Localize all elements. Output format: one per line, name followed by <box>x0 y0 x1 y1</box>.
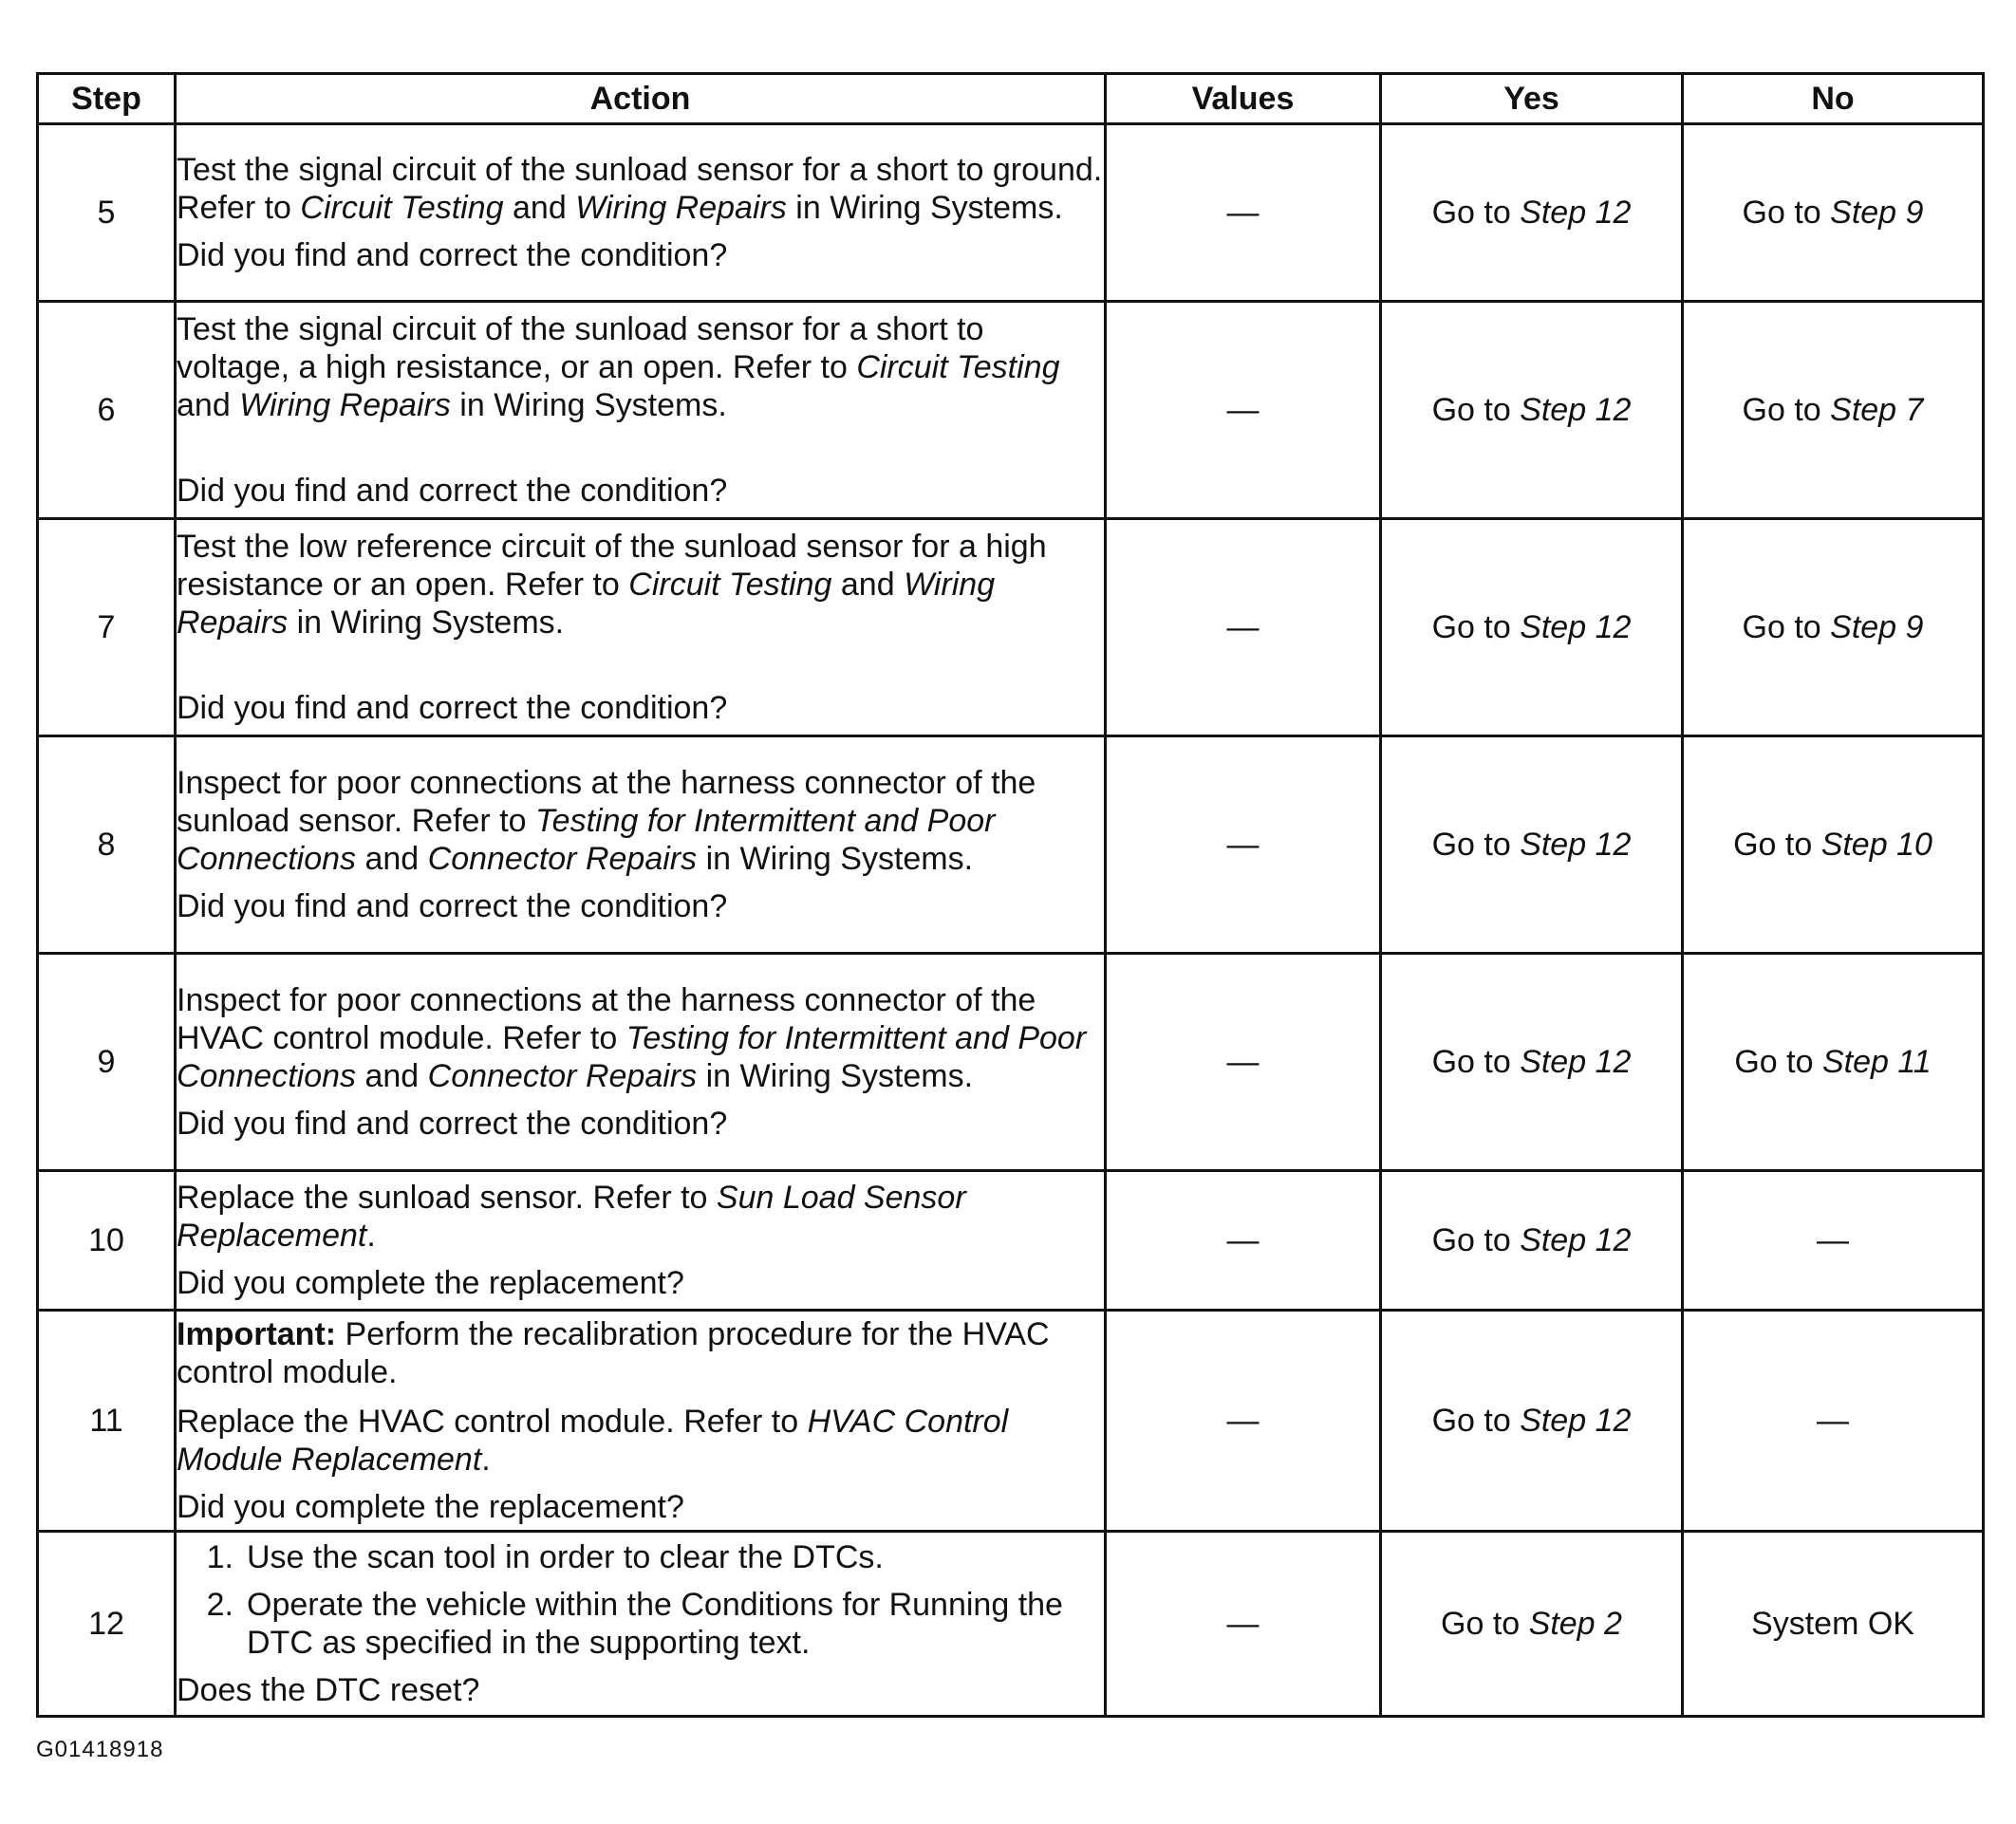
list-item-text: Use the scan tool in order to clear the DTCs. <box>247 1539 884 1575</box>
goto-label: Go to <box>1431 1403 1521 1439</box>
action-cell <box>176 1532 1106 1717</box>
yes-step-link[interactable]: Step 12 <box>1520 392 1632 428</box>
goto-label: Go to <box>1431 392 1521 428</box>
yes-step-link[interactable]: Step 12 <box>1520 1403 1632 1439</box>
goto-label: Go to <box>1733 827 1821 863</box>
no-cell <box>1683 124 1984 302</box>
yes-step-link[interactable]: Step 12 <box>1520 1222 1632 1258</box>
values-cell: — <box>1106 1311 1381 1532</box>
action-text <box>177 1179 1104 1255</box>
action-text-part: . <box>481 1442 491 1478</box>
yes-cell <box>1381 302 1683 519</box>
action-text-part: in Wiring Systems. <box>697 1058 974 1094</box>
action-text <box>177 310 1104 424</box>
reference-link[interactable]: Connector Repairs <box>427 1058 698 1094</box>
action-text-part: and <box>831 567 905 603</box>
diagnostic-table <box>36 72 1985 1718</box>
step-number: 8 <box>38 736 176 954</box>
yes-cell <box>1381 1311 1683 1532</box>
yes-step-link[interactable]: Step 12 <box>1520 195 1632 231</box>
action-cell <box>176 519 1106 736</box>
goto-label: Go to <box>1431 827 1521 863</box>
important-label: Important: <box>177 1316 337 1352</box>
yes-cell <box>1381 1171 1683 1311</box>
reference-link[interactable]: HVAC Control Module Replacement <box>177 1404 1009 1478</box>
action-text <box>177 528 1104 642</box>
yes-step-link[interactable]: Step 12 <box>1520 1044 1632 1080</box>
action-cell <box>176 1311 1106 1532</box>
values-cell: — <box>1106 1532 1381 1717</box>
header-yes: Yes <box>1381 74 1683 124</box>
action-text-part: and <box>503 190 576 226</box>
reference-link[interactable]: Circuit Testing <box>300 190 504 226</box>
goto-label: Go to <box>1431 1044 1521 1080</box>
action-text <box>177 981 1104 1095</box>
important-text: Perform the recalibration procedure for the HVAC control module. <box>177 1316 1050 1390</box>
action-text <box>177 151 1104 227</box>
no-cell <box>1683 954 1984 1171</box>
action-question: Does the DTC reset? <box>177 1672 480 1708</box>
action-text-part: Replace the sunload sensor. Refer to <box>177 1180 717 1216</box>
action-text-part: and <box>177 387 240 423</box>
yes-cell <box>1381 1532 1683 1717</box>
figure-id: G01418918 <box>36 1737 164 1762</box>
table-row <box>38 954 1984 1171</box>
yes-cell <box>1381 954 1683 1171</box>
goto-label: Go to <box>1742 195 1831 231</box>
reference-link[interactable]: Circuit Testing <box>856 349 1060 385</box>
table-row <box>38 124 1984 302</box>
action-text-part: Test the signal circuit of the sunload sensor for a short to voltage, a high resistance, or an open. Refer to <box>177 311 984 385</box>
header-row <box>38 74 1984 124</box>
action-text-part: . <box>366 1218 376 1254</box>
header-values: Values <box>1106 74 1381 124</box>
reference-link[interactable]: Wiring Repairs <box>575 190 787 226</box>
reference-link[interactable]: Sun Load Sensor Replacement <box>177 1180 966 1254</box>
no-cell: — <box>1683 1171 1984 1311</box>
action-text-part: and <box>356 1058 428 1094</box>
no-cell <box>1683 302 1984 519</box>
reference-link[interactable]: Testing for Intermittent and Poor Connections <box>177 1020 1087 1094</box>
reference-link[interactable]: Testing for Intermittent and Poor Connections <box>177 803 996 877</box>
table-row <box>38 736 1984 954</box>
reference-link[interactable]: Wiring Repairs <box>177 567 996 641</box>
goto-label: Go to <box>1742 392 1831 428</box>
goto-label: Go to <box>1431 195 1521 231</box>
action-text-part: in Wiring Systems. <box>288 605 565 641</box>
table-row <box>38 1532 1984 1717</box>
yes-cell <box>1381 519 1683 736</box>
action-question: Did you complete the replacement? <box>177 1265 684 1301</box>
list-item-number: 1. <box>206 1539 233 1575</box>
action-cell <box>176 1171 1106 1311</box>
no-cell: — <box>1683 1311 1984 1532</box>
goto-label: Go to <box>1431 1222 1521 1258</box>
table-row <box>38 1311 1984 1532</box>
no-cell: System OK <box>1683 1532 1984 1717</box>
step-number: 5 <box>38 124 176 302</box>
step-number: 11 <box>38 1311 176 1532</box>
table-row <box>38 1171 1984 1311</box>
action-text <box>177 764 1104 878</box>
values-cell: — <box>1106 124 1381 302</box>
values-cell: — <box>1106 954 1381 1171</box>
action-question: Did you find and correct the condition? <box>177 1106 728 1142</box>
action-text-part: Replace the HVAC control module. Refer to <box>177 1404 808 1440</box>
yes-step-link[interactable]: Step 2 <box>1528 1606 1622 1642</box>
action-cell <box>176 302 1106 519</box>
list-item-number: 2. <box>206 1587 233 1623</box>
table-row <box>38 302 1984 519</box>
no-step-link[interactable]: Step 11 <box>1821 1044 1932 1080</box>
action-text-part: Test the signal circuit of the sunload sensor for a short to ground. Refer to <box>177 152 1103 226</box>
values-cell: — <box>1106 736 1381 954</box>
table-row <box>38 519 1984 736</box>
step-number: 9 <box>38 954 176 1171</box>
values-cell: — <box>1106 302 1381 519</box>
step-number: 12 <box>38 1532 176 1717</box>
reference-link[interactable]: Circuit Testing <box>628 567 832 603</box>
action-text-part: in Wiring Systems. <box>697 841 974 877</box>
reference-link[interactable]: Connector Repairs <box>427 841 698 877</box>
header-step: Step <box>38 74 176 124</box>
reference-link[interactable]: Wiring Repairs <box>239 387 451 423</box>
step-number: 7 <box>38 519 176 736</box>
action-text-part: Inspect for poor connections at the harness connector of the HVAC control module. Refer to <box>177 982 1036 1056</box>
list-item <box>177 1538 1104 1576</box>
procedure-list <box>177 1538 1104 1662</box>
list-item <box>177 1586 1104 1662</box>
action-text-part: Inspect for poor connections at the harness connector of the sunload sensor. Refer to <box>177 765 1036 839</box>
action-question: Did you find and correct the condition? <box>177 473 728 509</box>
action-question: Did you complete the replacement? <box>177 1489 684 1525</box>
list-item-text: Operate the vehicle within the Conditions for Running the DTC as specified in the supporting text. <box>247 1587 1063 1661</box>
values-cell: — <box>1106 1171 1381 1311</box>
goto-label: Go to <box>1431 609 1521 645</box>
no-step-link[interactable]: Step 7 <box>1830 392 1924 428</box>
yes-step-link[interactable]: Step 12 <box>1520 827 1632 863</box>
action-question: Did you find and correct the condition? <box>177 888 728 924</box>
goto-label: Go to <box>1742 609 1831 645</box>
yes-cell <box>1381 124 1683 302</box>
yes-step-link[interactable]: Step 12 <box>1520 609 1632 645</box>
action-cell <box>176 124 1106 302</box>
action-text-part: in Wiring Systems. <box>450 387 727 423</box>
action-question: Did you find and correct the condition? <box>177 237 728 273</box>
no-step-link[interactable]: Step 10 <box>1820 827 1932 863</box>
goto-label: Go to <box>1441 1606 1529 1642</box>
values-cell: — <box>1106 519 1381 736</box>
step-number: 10 <box>38 1171 176 1311</box>
no-step-link[interactable]: Step 9 <box>1830 609 1924 645</box>
step-number: 6 <box>38 302 176 519</box>
action-text <box>177 1403 1104 1479</box>
header-no: No <box>1683 74 1984 124</box>
action-text-part: Test the low reference circuit of the sunload sensor for a high resistance or an open. Refer to <box>177 529 1047 603</box>
action-cell <box>176 954 1106 1171</box>
action-question: Did you find and correct the condition? <box>177 690 728 726</box>
header-action: Action <box>176 74 1106 124</box>
important-note <box>177 1315 1104 1391</box>
action-text-part: and <box>356 841 428 877</box>
yes-cell <box>1381 736 1683 954</box>
no-cell <box>1683 519 1984 736</box>
action-cell <box>176 736 1106 954</box>
goto-label: Go to <box>1734 1044 1822 1080</box>
action-text-part: in Wiring Systems. <box>786 190 1063 226</box>
no-step-link[interactable]: Step 9 <box>1830 195 1924 231</box>
no-cell <box>1683 736 1984 954</box>
